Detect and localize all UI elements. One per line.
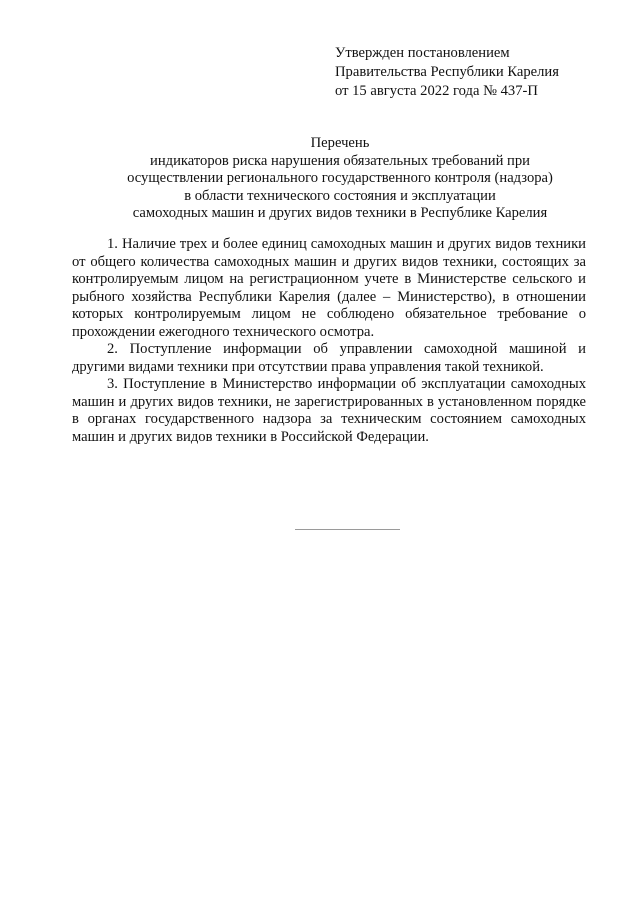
approval-line-1: Утвержден постановлением — [335, 45, 510, 61]
list-item: 1. Наличие трех и более единиц самоходных машин и других видов техники от общего количества самоходных машин и других видов техники, состоящих за контролируемым лицом на регистрационном учете в Министерстве сельского и рыбного хозяйства Республики Карелия (далее – Министерство), в отношении которых контролируемым лицом не соблюдено обязательное требование о прохождении ежегодного технического осмотра. — [72, 236, 586, 340]
title-line-4: в области технического состояния и эксплуатации — [184, 187, 496, 204]
title-line-3: осуществлении регионального государственного контроля (надзора) — [127, 170, 553, 186]
approval-line-3: от 15 августа 2022 года № 437-П — [335, 83, 538, 99]
list-item: 2. Поступление информации об управлении самоходной машиной и другими видами техники при отсутствии права управления такой техникой. — [72, 341, 586, 375]
indicator-list — [72, 236, 586, 446]
approval-line-2: Правительства Республики Карелия — [335, 64, 559, 80]
title-line-1: Перечень — [310, 135, 370, 151]
title-line-5: самоходных машин и других видов техники в Республике Карелия — [132, 205, 548, 221]
list-item: 3. Поступление в Министерство информации об эксплуатации самоходных машин и других видов техники, не зарегистрированных в установленном порядке в органах государственного надзора за техническим состоянием самоходных машин и других видов техники в Российской Федерации. — [72, 376, 586, 445]
document-title — [80, 135, 600, 223]
approval-stamp — [335, 44, 559, 101]
title-line-2: индикаторов риска нарушения обязательных требований при — [150, 152, 530, 169]
end-divider — [295, 529, 400, 530]
